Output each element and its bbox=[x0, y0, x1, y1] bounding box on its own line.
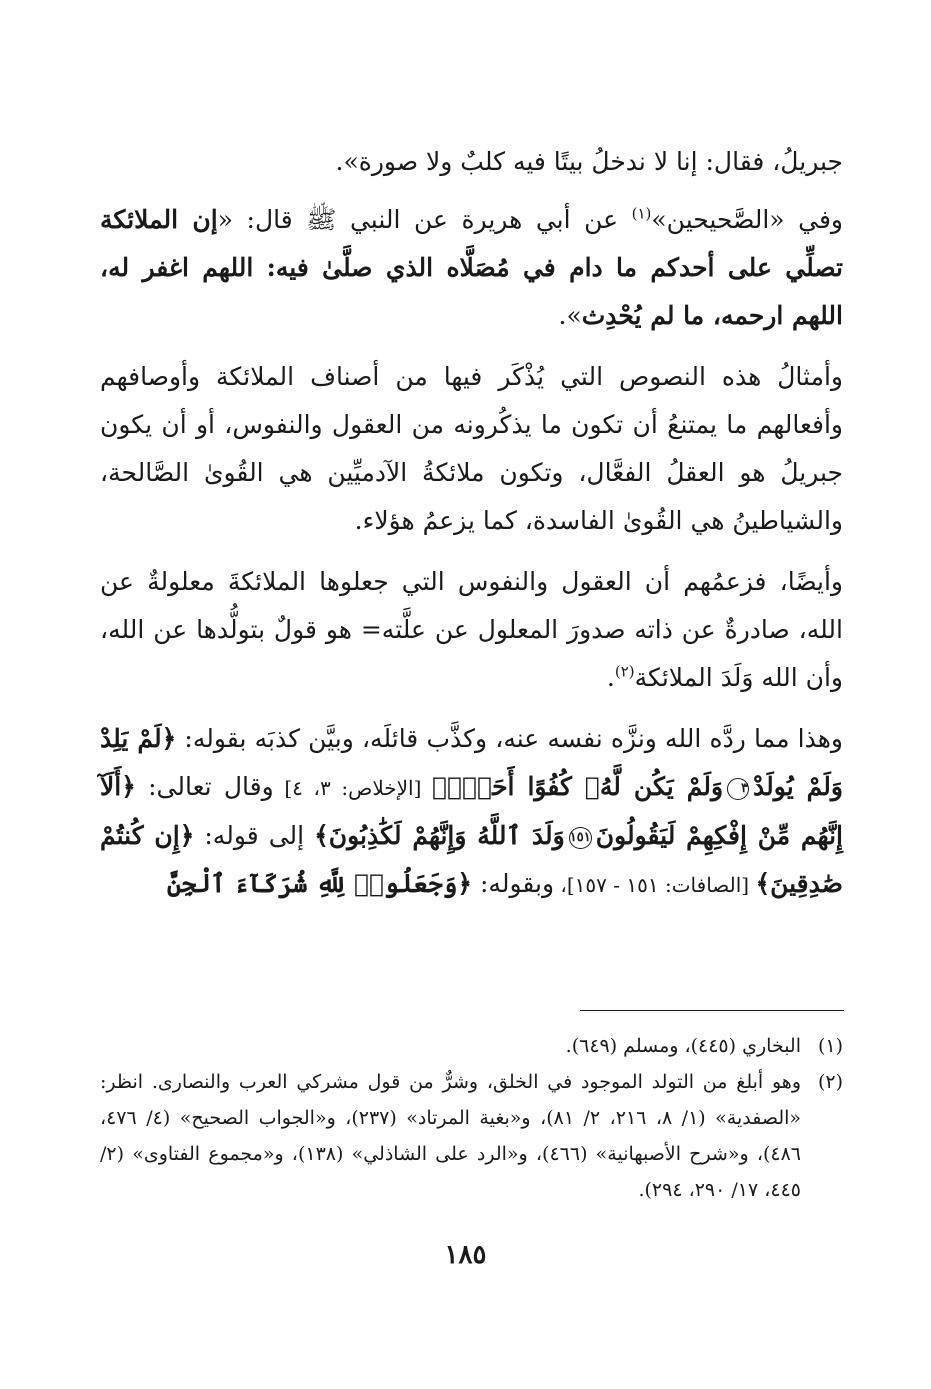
quran-bracket-open: ﴿ bbox=[161, 724, 177, 753]
paragraph-5-intro: وهذا مما ردَّه الله ونزَّه نفسه عنه، وكذَّب قائلَه، وبيَّن كذبَه بقوله: bbox=[176, 724, 843, 753]
footnote-text: البخاري (٤٤٥)، ومسلم (٦٤٩). bbox=[565, 1035, 801, 1057]
quran-bracket-open: ﴿ bbox=[179, 821, 195, 850]
paragraph-5-s2: إلى قوله: bbox=[194, 821, 315, 850]
quran-verse-4: وَلَدَ ٱللَّهُ وَإِنَّهُمْ لَكَٰذِبُونَ bbox=[328, 821, 565, 850]
paragraph-5 bbox=[100, 715, 843, 909]
page-number: ١٨٥ bbox=[444, 1240, 487, 1270]
quran-verse-5: إِن كُنتُمْ صَٰدِقِينَ bbox=[100, 821, 843, 898]
paragraph-4-text: وأيضًا، فزعمُهم أن العقول والنفوس التي جعلوها الملائكةَ معلولةٌ عن الله، صادرةٌ عن ذاته صدورَ المعلول عن علَّته= هو قولٌ بتولُّدها عن الله، وأن الله وَلَدَ الملائكة bbox=[100, 567, 843, 692]
paragraph-2-end: ». bbox=[558, 301, 582, 330]
paragraph-4-end: . bbox=[606, 663, 615, 692]
quran-verse-1: لَمْ يَلِدْ وَلَمْ يُولَدْ bbox=[100, 724, 843, 801]
paragraph-3 bbox=[100, 353, 843, 545]
footnote-item bbox=[100, 1028, 843, 1064]
quran-citation-1: [الإخلاص: ٣، ٤] bbox=[273, 776, 433, 800]
quran-verse-2: وَلَمْ يَكُن لَّهُۥ كُفُوًا أَحَدٌۢ bbox=[447, 772, 724, 801]
footnote-item bbox=[100, 1064, 843, 1208]
quran-bracket-open: ﴿ bbox=[457, 869, 473, 898]
quran-bracket-open: ﴿ bbox=[121, 772, 136, 801]
paragraph-2-mid: عن أبي هريرة عن النبي ﷺ قال: « bbox=[217, 205, 632, 234]
ayah-number-marker: ٣ bbox=[727, 778, 749, 800]
quran-verse-3: أَلَآ إِنَّهُم مِّنْ إِفْكِهِمْ لَيَقُولُونَ bbox=[100, 772, 843, 850]
footnote-text: وهو أبلغ من التولد الموجود في الخلق، وشرٌّ من قول مشركي العرب والنصارى. انظر: «الصفدية» (١/ ٨، ٢١٦، ٢/ ٨١)، و«بغية المرتاد» (٢٣٧)، و«الجواب الصحيح» (٤/ ٤٧٦، ٤٨٦)، و«شرح الأصبهانية» (٤٦٦)، و«الرد على الشاذلي» (١٣٨)، و«مجموع الفتاوى» (٢/ ٤٤٥، ١٧/ ٢٩٠، ٢٩٤). bbox=[100, 1071, 802, 1201]
paragraph-3-text: وأمثالُ هذه النصوص التي يُذْكَر فيها من أصناف الملائكة وأوصافهم وأفعالهم ما يمتنعُ أن تكون ما يذكُرونه من العقول والنفوس، أو أن يكون جبريلُ هو العقلُ الفعَّال، وتكون ملائكةُ الآدميِّين هي القُوىٰ الصَّالحة، والشياطينُ هي القُوىٰ الفاسدة، كما يزعمُ هؤلاء. bbox=[100, 362, 843, 535]
quran-bracket-close: ﴾ bbox=[755, 869, 771, 898]
main-text bbox=[100, 138, 843, 922]
footnotes bbox=[100, 1028, 843, 1208]
paragraph-5-s3: وبقوله: bbox=[472, 869, 555, 898]
footnote-ref-2[interactable]: (٢) bbox=[614, 662, 635, 681]
footnote-divider bbox=[580, 1010, 844, 1011]
hadith-quote: إن الملائكة تصلِّي على أحدكم ما دام في مُصَلَّاه الذي صلَّىٰ فيه: اللهم اغفر له، اللهم ارحمه، ما لم يُحْدِث bbox=[100, 205, 843, 330]
footnote-ref-1[interactable]: (١) bbox=[631, 204, 652, 223]
quran-verse-6: وَجَعَلُوا۟ لِلَّهِ شُرَكَآءَ ٱلْجِنَّ bbox=[166, 869, 458, 898]
paragraph-1 bbox=[100, 138, 843, 186]
footnote-number: (١) bbox=[817, 1035, 843, 1057]
ayah-number-marker: ١٥١ bbox=[569, 827, 592, 849]
quran-bracket-close: ﴾ bbox=[314, 821, 329, 850]
paragraph-2 bbox=[100, 196, 843, 340]
paragraph-2-intro: وفي «الصَّحيحين» bbox=[651, 205, 843, 234]
quran-citation-2: [الصافات: ١٥١ - ١٥٧]، bbox=[554, 873, 756, 897]
footnote-number: (٢) bbox=[817, 1071, 843, 1093]
paragraph-4 bbox=[100, 558, 843, 702]
quran-bracket-close: ﴾ bbox=[432, 772, 448, 801]
paragraph-5-s1: وقال تعالى: bbox=[135, 772, 274, 801]
paragraph-1-text: جبريلُ، فقال: إنا لا ندخلُ بيتًا فيه كلبٌ ولا صورة». bbox=[335, 147, 843, 176]
